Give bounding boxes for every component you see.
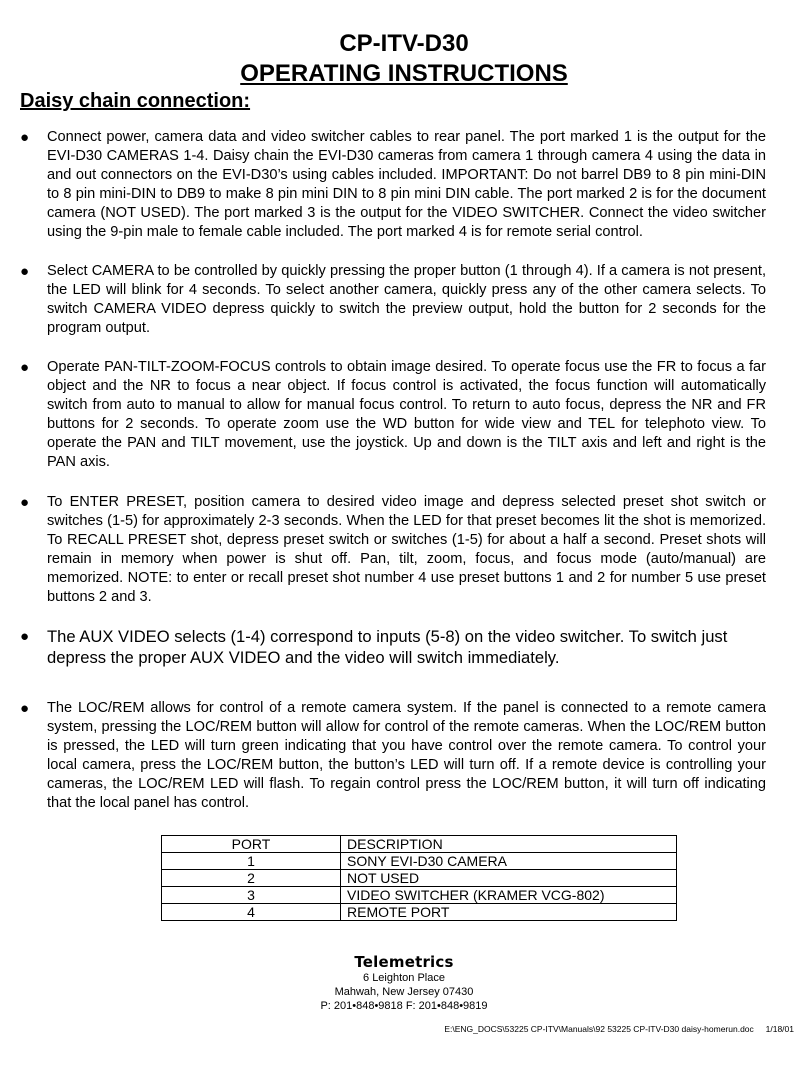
address-line-1: 6 Leighton Place	[363, 972, 445, 984]
port-cell: 4	[162, 904, 341, 921]
table-header-description: DESCRIPTION	[341, 836, 677, 853]
document-footer	[444, 1024, 794, 1035]
port-table	[161, 835, 677, 921]
table-header-row	[162, 836, 677, 853]
port-cell: 3	[162, 887, 341, 904]
bullet-icon: ●	[20, 494, 30, 511]
instruction-list	[20, 128, 766, 813]
bullet-icon: ●	[20, 129, 30, 146]
instruction-item	[20, 358, 766, 472]
instruction-item	[20, 626, 766, 668]
description-cell: VIDEO SWITCHER (KRAMER VCG-802)	[341, 887, 677, 904]
bullet-icon: ●	[20, 700, 30, 717]
instruction-text: The AUX VIDEO selects (1-4) correspond to inputs (5-8) on the video switcher. To switch just depress the proper AUX VIDEO and the video will switch immediately.	[47, 627, 728, 667]
instruction-item	[20, 493, 766, 607]
instruction-text: Operate PAN-TILT-ZOOM-FOCUS controls to obtain image desired. To operate focus use the FR to focus a far object and the NR to focus a near object. If focus control is activated, the focus function will automatically switch from auto to manual to allow for manual focus control. To return to auto focus, depress the NR and FR buttons for 2 seconds. To operate zoom use the WD button for wide view and TEL for telephoto view. To operate the PAN and TILT movement, use the joystick. Up and down is the TILT axis and left and right is the PAN axis.	[47, 359, 766, 470]
file-path: E:\ENG_DOCS\53225 CP-ITV\Manuals\92 53225 CP-ITV-D30 daisy-homerun.doc	[444, 1024, 754, 1034]
bullet-icon: ●	[20, 628, 30, 645]
instruction-item	[20, 699, 766, 813]
document-subtitle: OPERATING INSTRUCTIONS	[240, 60, 568, 87]
description-cell: NOT USED	[341, 870, 677, 887]
address-line-2: Mahwah, New Jersey 07430	[334, 986, 474, 998]
instruction-item	[20, 128, 766, 242]
instruction-text: Select CAMERA to be controlled by quickly pressing the proper button (1 through 4). If a camera is not present, the LED will blink for 4 seconds. To select another camera, quickly press any of the other camera selects. To switch CAMERA VIDEO depress quickly to switch the preview output, hold the button for 2 seconds for the program output.	[47, 263, 766, 336]
section-heading: Daisy chain connection:	[20, 90, 251, 112]
instruction-text: To ENTER PRESET, position camera to desired video image and depress selected preset shot switch or switches (1-5) for approximately 2-3 seconds. When the LED for that preset becomes lit the shot is memorized. To RECALL PRESET shot, depress preset switch or switches (1-5) for about a half a second. Preset shots will remain in memory when power is shut off. Pan, tilt, zoom, focus, and focus mode (auto/manual) are memorized. NOTE: to enter or recall preset shot number 4 use preset buttons 1 and 2 for number 5 use preset buttons 2 and 3.	[47, 494, 766, 605]
phone-line: P: 201•848•9818 F: 201•848•9819	[320, 1000, 488, 1012]
table-header-port: PORT	[162, 836, 341, 853]
table-row	[162, 870, 677, 887]
table-row	[162, 853, 677, 870]
port-cell: 1	[162, 853, 341, 870]
table-row	[162, 904, 677, 921]
document-date: 1/18/01	[765, 1024, 794, 1034]
description-cell: SONY EVI-D30 CAMERA	[341, 853, 677, 870]
document-title: CP-ITV-D30	[339, 30, 469, 57]
instruction-item	[20, 262, 766, 338]
port-cell: 2	[162, 870, 341, 887]
instruction-text: The LOC/REM allows for control of a remote camera system. If the panel is connected to a remote camera system, pressing the LOC/REM button will allow for control of the remote cameras. When the LOC/REM button is pressed, the LED will turn green indicating that you have control over the remote camera. To control your local camera, press the LOC/REM button, the button’s LED will turn off. If a remote device is controlling your cameras, the LOC/REM LED will flash. To regain control press the LOC/REM button, it will turn off indicating that the local panel has control.	[47, 700, 766, 811]
bullet-icon: ●	[20, 263, 30, 280]
instruction-text: Connect power, camera data and video switcher cables to rear panel. The port marked 1 is the output for the EVI-D30 CAMERAS 1-4. Daisy chain the EVI-D30 cameras from camera 1 through camera 4 using the data in and out connectors on the EVI-D30’s using cables included. IMPORTANT: Do not barrel DB9 to 8 pin mini-DIN to 8 pin mini-DIN to DB9 to make 8 pin mini DIN to 8 pin mini DIN cable. The port marked 2 is for the document camera (NOT USED). The port marked 3 is the output for the VIDEO SWITCHER. Connect the video switcher using the 9-pin male to female cable included. The port marked 4 is for remote serial control.	[47, 129, 766, 240]
bullet-icon: ●	[20, 359, 30, 376]
description-cell: REMOTE PORT	[341, 904, 677, 921]
table-row	[162, 887, 677, 904]
company-logo: Telemetrics	[354, 953, 454, 971]
